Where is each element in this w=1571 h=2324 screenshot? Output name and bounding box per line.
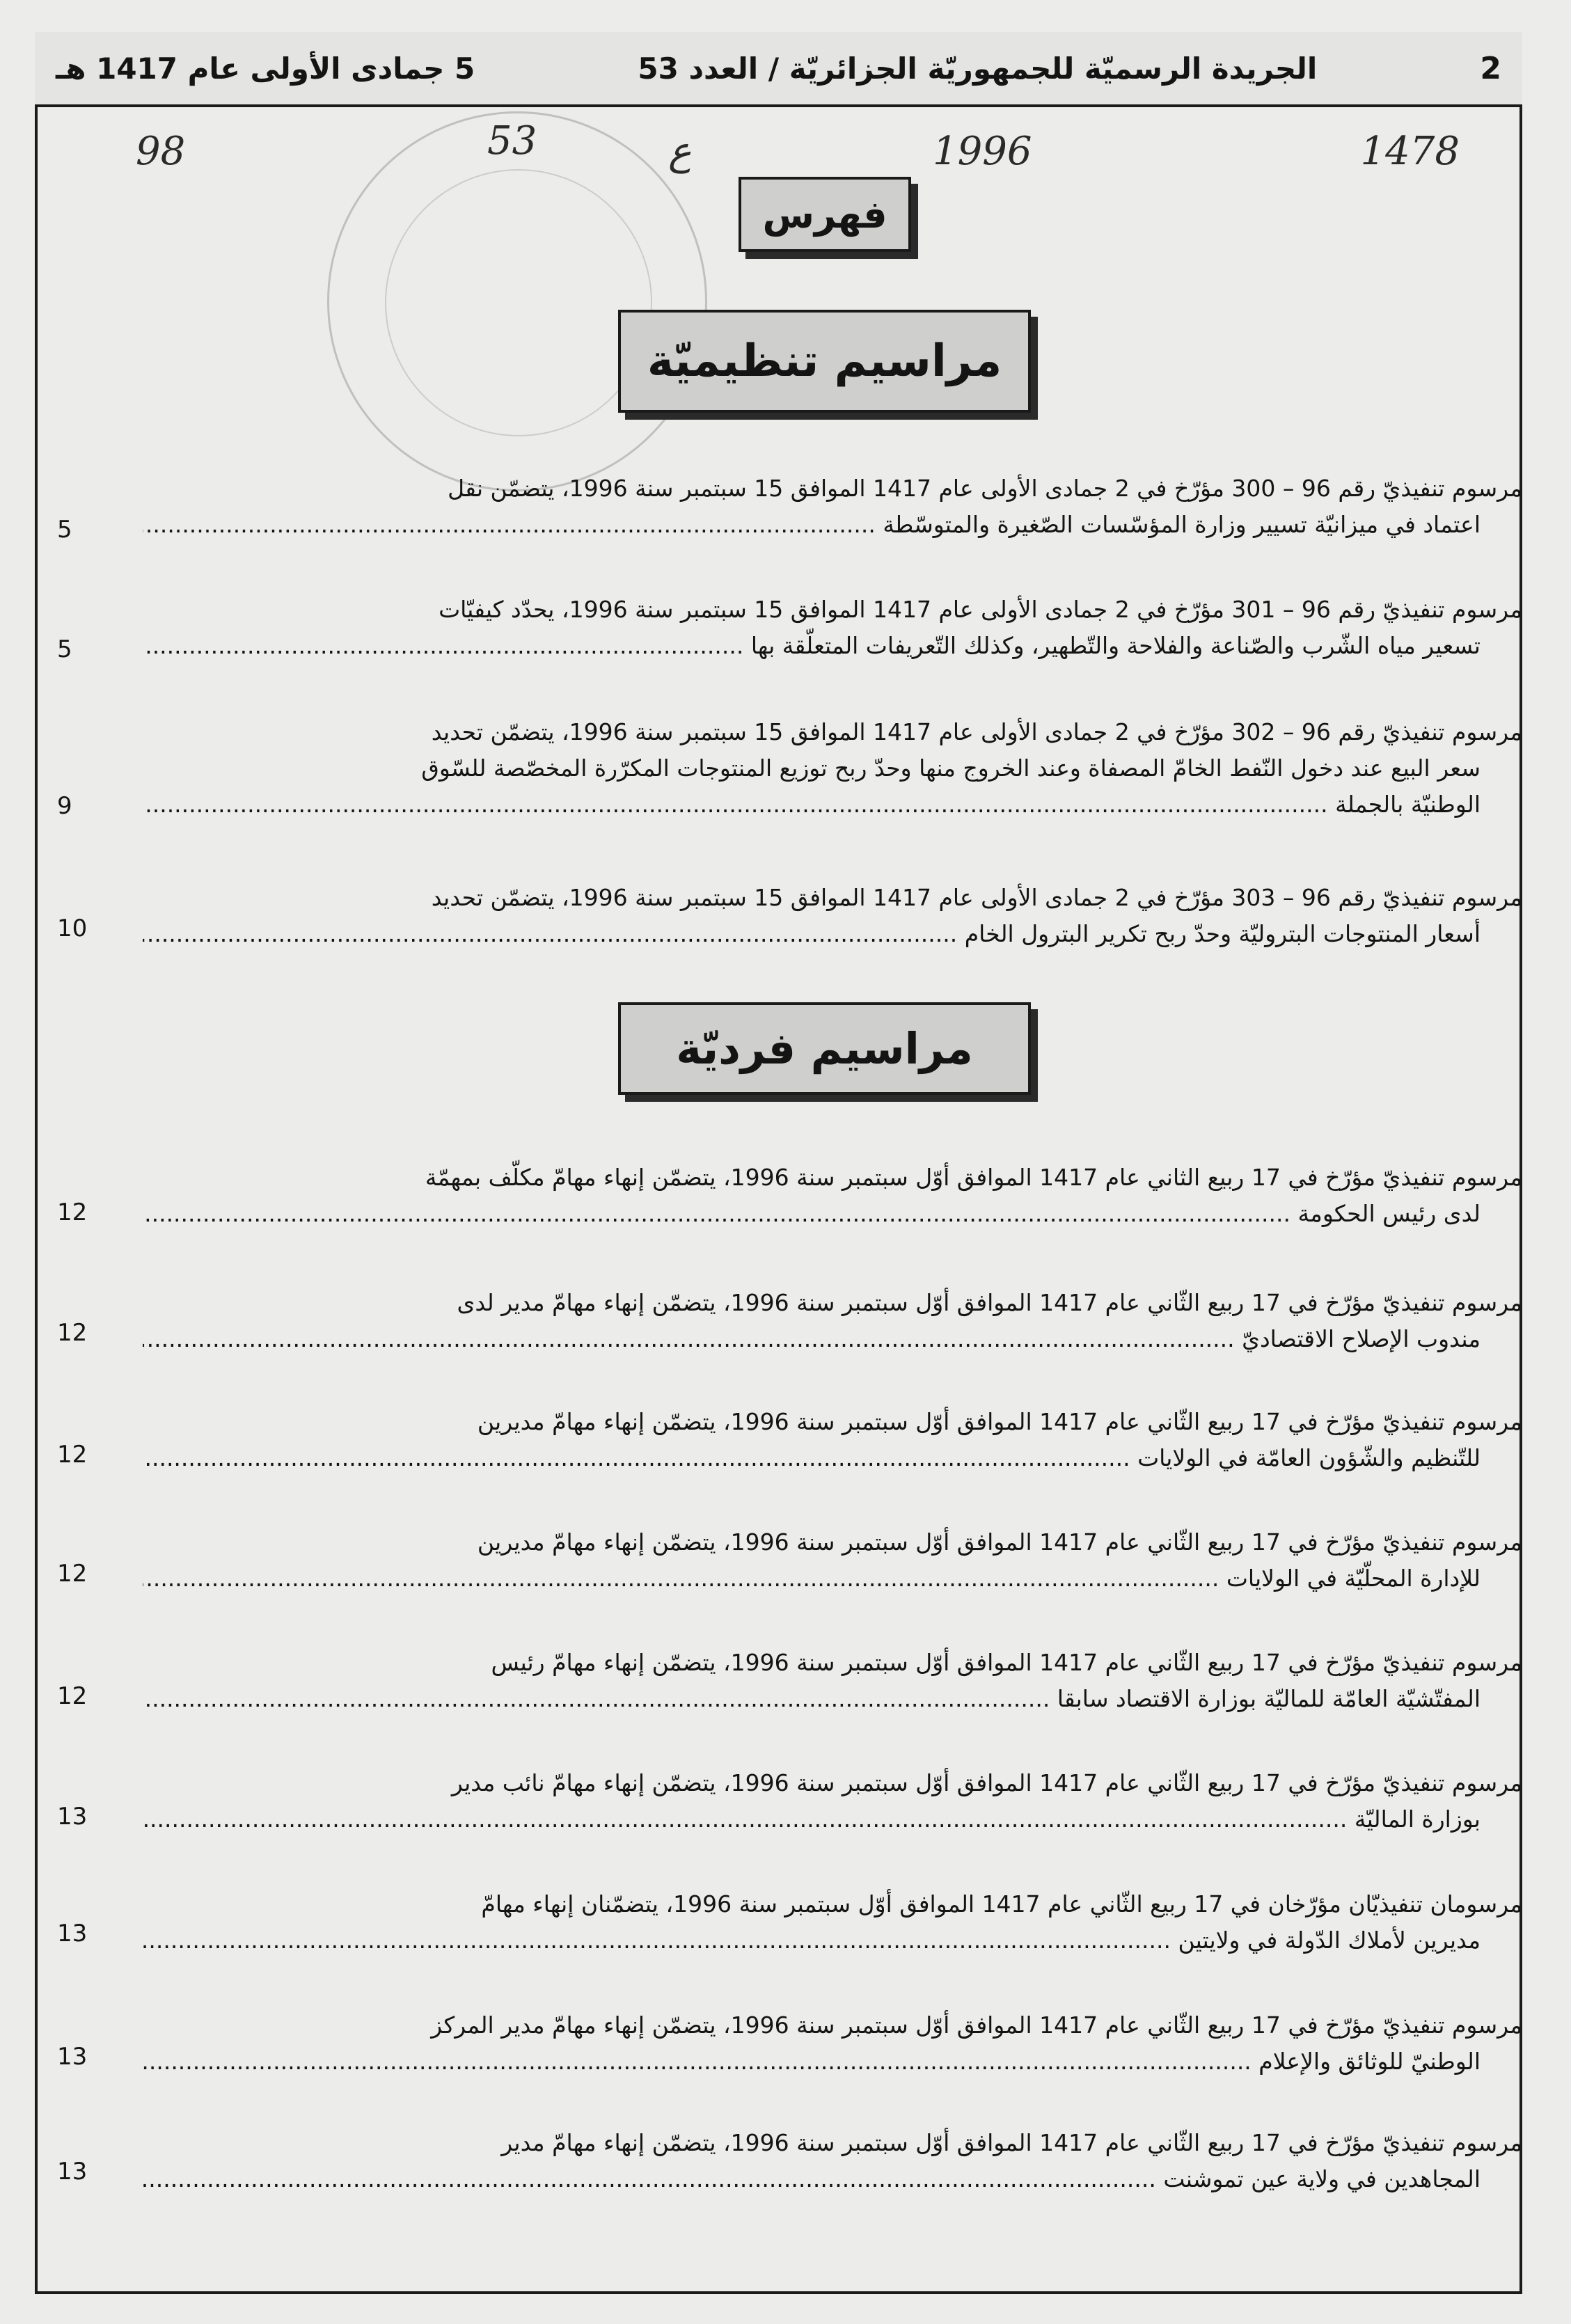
entry-page-number: 12 [57, 1682, 88, 1710]
entry-line: مرسوم تنفيذيّ رقم 96 – 302 مؤرّخ في 2 جمادى الأولى عام 1417 الموافق 15 سبتمبر سنة 1996، يتضمّن تحديد [431, 718, 1522, 745]
handwritten-number-left: 98 [136, 129, 186, 174]
entry-page-number: 12 [57, 1560, 88, 1588]
entry-line: مرسوم تنفيذيّ مؤرّخ في 17 ربيع الثّاني عام 1417 الموافق أوّل سبتمبر سنة 1996، يتضمّن إنهاء مهامّ مدير المركز [431, 2011, 1522, 2039]
entry-line: أسعار المنتوجات البتروليّة وحدّ ربح تكرير البترول الخام ..... [143, 916, 1522, 952]
handwritten-year: 1996 [933, 129, 1032, 174]
entry-line: مرسوم تنفيذيّ مؤرّخ في 17 ربيع الثّاني عام 1417 الموافق أوّل سبتمبر سنة 1996، يتضمّن إنهاء مهامّ رئيس [491, 1649, 1522, 1676]
handwritten-letter: ع [668, 129, 692, 174]
index-entry [143, 1645, 1522, 1717]
handwritten-issue: 53 [487, 118, 537, 164]
entry-page-number: 13 [57, 1803, 88, 1831]
index-entry [143, 471, 1522, 543]
entry-line: مرسوم تنفيذيّ رقم 96 – 300 مؤرّخ في 2 جمادى الأولى عام 1417 الموافق 15 سبتمبر سنة 1996، يتضمّن نقل [448, 475, 1522, 502]
index-entry [143, 1404, 1522, 1476]
entry-line: الوطنيّة بالجملة ..... [143, 786, 1522, 823]
section-title: مراسيم فرديّة [676, 1023, 973, 1074]
index-entry [143, 1765, 1522, 1837]
section-title-box [618, 310, 1031, 413]
entry-page-number: 5 [57, 516, 72, 544]
index-entry [143, 2125, 1522, 2197]
entry-line: سعر البيع عند دخول النّفط الخامّ المصفاة وعند الخروج منها وحدّ ربح توزيع المنتوجات المكرّرة المخصّصة للسّوق [421, 754, 1481, 782]
entry-line: لدى رئيس الحكومة ..... [143, 1196, 1522, 1232]
entry-page-number: 13 [57, 1920, 88, 1947]
entry-line: للإدارة المحلّيّة في الولايات ..... [143, 1560, 1522, 1597]
entry-line: مرسوم تنفيذيّ مؤرّخ في 17 ربيع الثّاني عام 1417 الموافق أوّل سبتمبر سنة 1996، يتضمّن إنهاء مهامّ نائب مدير [451, 1769, 1522, 1796]
index-entry [143, 714, 1522, 823]
entry-line: مديرين لأملاك الدّولة في ولايتين ..... [143, 1922, 1522, 1959]
entry-line: بوزارة الماليّة ..... [143, 1801, 1522, 1837]
entry-page-number: 12 [57, 1199, 88, 1226]
entry-line: مرسوم تنفيذيّ مؤرّخ في 17 ربيع الثاني عام 1417 الموافق أوّل سبتمبر سنة 1996، يتضمّن إنهاء مهامّ مكلّف بمهمّة [425, 1164, 1522, 1191]
entry-line: مرسوم تنفيذيّ مؤرّخ في 17 ربيع الثّاني عام 1417 الموافق أوّل سبتمبر سنة 1996، يتضمّن إنهاء مهامّ مدير لدى [457, 1289, 1522, 1316]
section-title: مراسيم تنظيميّة [647, 335, 1002, 387]
entry-line: المجاهدين في ولاية عين تموشنت ..... [143, 2161, 1522, 2197]
handwritten-number: 1478 [1360, 129, 1460, 174]
entry-page-number: 5 [57, 635, 72, 663]
entry-line: الوطنيّ للوثائق والإعلام ..... [143, 2044, 1522, 2080]
page-number: 2 [1480, 50, 1501, 86]
entry-line: مرسومان تنفيذيّان مؤرّخان في 17 ربيع الثّاني عام 1417 الموافق أوّل سبتمبر سنة 1996، يتضمّنان إنهاء مهامّ [481, 1890, 1522, 1918]
page-header [35, 32, 1522, 107]
entry-page-number: 13 [57, 2043, 88, 2071]
entry-line: المفتّشيّة العامّة للماليّة بوزارة الاقتصاد سابقا ..... [143, 1681, 1522, 1717]
index-entry [143, 592, 1522, 664]
entry-line: مرسوم تنفيذيّ رقم 96 – 301 مؤرّخ في 2 جمادى الأولى عام 1417 الموافق 15 سبتمبر سنة 1996، يحدّد كيفيّات [439, 596, 1522, 623]
entry-line: مرسوم تنفيذيّ رقم 96 – 303 مؤرّخ في 2 جمادى الأولى عام 1417 الموافق 15 سبتمبر سنة 1996، يتضمّن تحديد [431, 884, 1522, 911]
section-title-box [618, 1002, 1031, 1095]
entry-line: اعتماد في ميزانيّة تسيير وزارة المؤسّسات الصّغيرة والمتوسّطة ..... [143, 507, 1522, 543]
entry-line: مرسوم تنفيذيّ مؤرّخ في 17 ربيع الثّاني عام 1417 الموافق أوّل سبتمبر سنة 1996، يتضمّن إنهاء مهامّ مديرين [477, 1528, 1522, 1556]
index-entry [143, 2007, 1522, 2080]
entry-line: تسعير مياه الشّرب والصّناعة والفلاحة والتّطهير، وكذلك التّعريفات المتعلّقة بها ..... [143, 628, 1522, 664]
entry-line: مرسوم تنفيذيّ مؤرّخ في 17 ربيع الثّاني عام 1417 الموافق أوّل سبتمبر سنة 1996، يتضمّن إنهاء مهامّ مدير [501, 2129, 1522, 2156]
index-title: فهرس [762, 192, 887, 237]
journal-title: الجريدة الرسميّة للجمهوريّة الجزائريّة / العدد 53 [638, 51, 1318, 86]
index-entry [143, 1524, 1522, 1597]
index-title-box [739, 177, 911, 252]
entry-line: للتّنظيم والشّؤون العامّة في الولايات ..... [143, 1440, 1522, 1476]
index-entry [143, 1886, 1522, 1959]
index-entry [143, 880, 1522, 952]
entry-page-number: 12 [57, 1441, 88, 1469]
entry-page-number: 12 [57, 1319, 88, 1347]
index-entry [143, 1160, 1522, 1232]
entry-line: مندوب الإصلاح الاقتصاديّ ..... [143, 1321, 1522, 1357]
entry-line: مرسوم تنفيذيّ مؤرّخ في 17 ربيع الثّاني عام 1417 الموافق أوّل سبتمبر سنة 1996، يتضمّن إنهاء مهامّ مديرين [477, 1408, 1522, 1435]
entry-page-number: 9 [57, 792, 72, 820]
hijri-date: 5 جمادى الأولى عام 1417 هـ [56, 51, 475, 86]
entry-page-number: 13 [57, 2158, 88, 2185]
entry-page-number: 10 [57, 915, 88, 942]
index-entry [143, 1285, 1522, 1357]
